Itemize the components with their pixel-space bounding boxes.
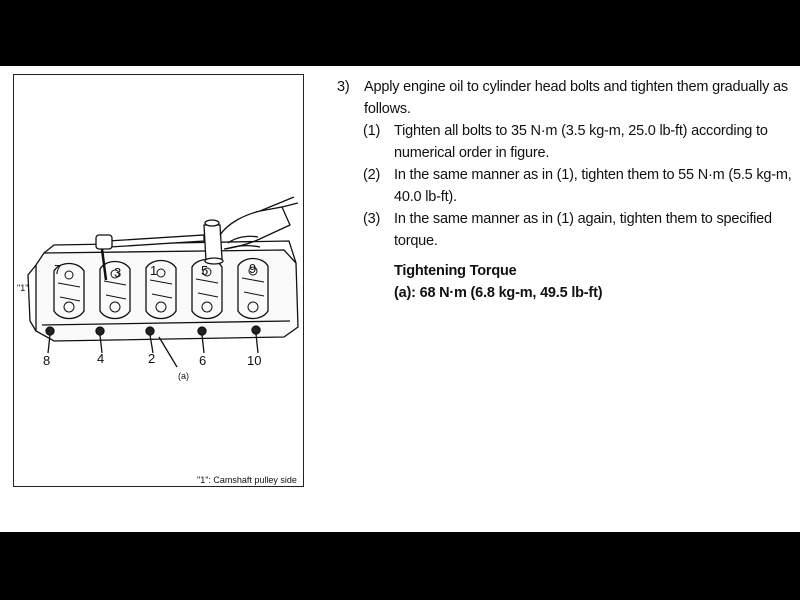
step-text: Apply engine oil to cylinder head bolts and tighten them gradually as follows. xyxy=(364,79,788,117)
substep-text: In the same manner as in (1), tighten them to 55 N·m (5.5 kg-m, 40.0 lb-ft). xyxy=(394,167,792,205)
torque-callout-a: (a) xyxy=(178,371,189,381)
bolt-number-6: 6 xyxy=(199,353,207,368)
instruction-text xyxy=(337,76,797,304)
substep-number: (1) xyxy=(363,123,381,139)
substep-1 xyxy=(337,120,797,164)
manual-page xyxy=(0,66,800,532)
torque-spec xyxy=(337,260,797,304)
substep-text: In the same manner as in (1) again, tighten them to specified torque. xyxy=(394,211,772,249)
cylinder-head-figure xyxy=(13,74,304,487)
torque-value: (a): 68 N·m (6.8 kg-m, 49.5 lb-ft) xyxy=(394,285,603,301)
camshaft-marker-label: "1" xyxy=(17,283,29,293)
substep-text: Tighten all bolts to 35 N·m (3.5 kg-m, 25.0 lb-ft) according to numerical order in figure. xyxy=(394,123,768,161)
substep-number: (3) xyxy=(363,211,381,227)
substep-2 xyxy=(337,164,797,208)
bolt-number-9: 9 xyxy=(249,261,257,276)
figure-caption: "1": Camshaft pulley side xyxy=(197,475,297,485)
bolt-number-2: 2 xyxy=(148,351,156,366)
substep-number: (2) xyxy=(363,167,381,183)
bolt-number-10: 10 xyxy=(247,353,262,368)
bolt-number-5: 5 xyxy=(201,263,209,278)
step-number: 3) xyxy=(337,79,350,95)
bolt-number-3: 3 xyxy=(114,265,122,280)
substep-3 xyxy=(337,208,797,252)
cylinder-head-illustration xyxy=(14,75,305,488)
bolt-number-8: 8 xyxy=(43,353,51,368)
step-3 xyxy=(337,76,797,120)
bolt-number-1: 1 xyxy=(150,263,158,278)
torque-heading: Tightening Torque xyxy=(394,263,517,279)
bolt-number-4: 4 xyxy=(97,351,105,366)
bolt-number-7: 7 xyxy=(54,262,62,277)
